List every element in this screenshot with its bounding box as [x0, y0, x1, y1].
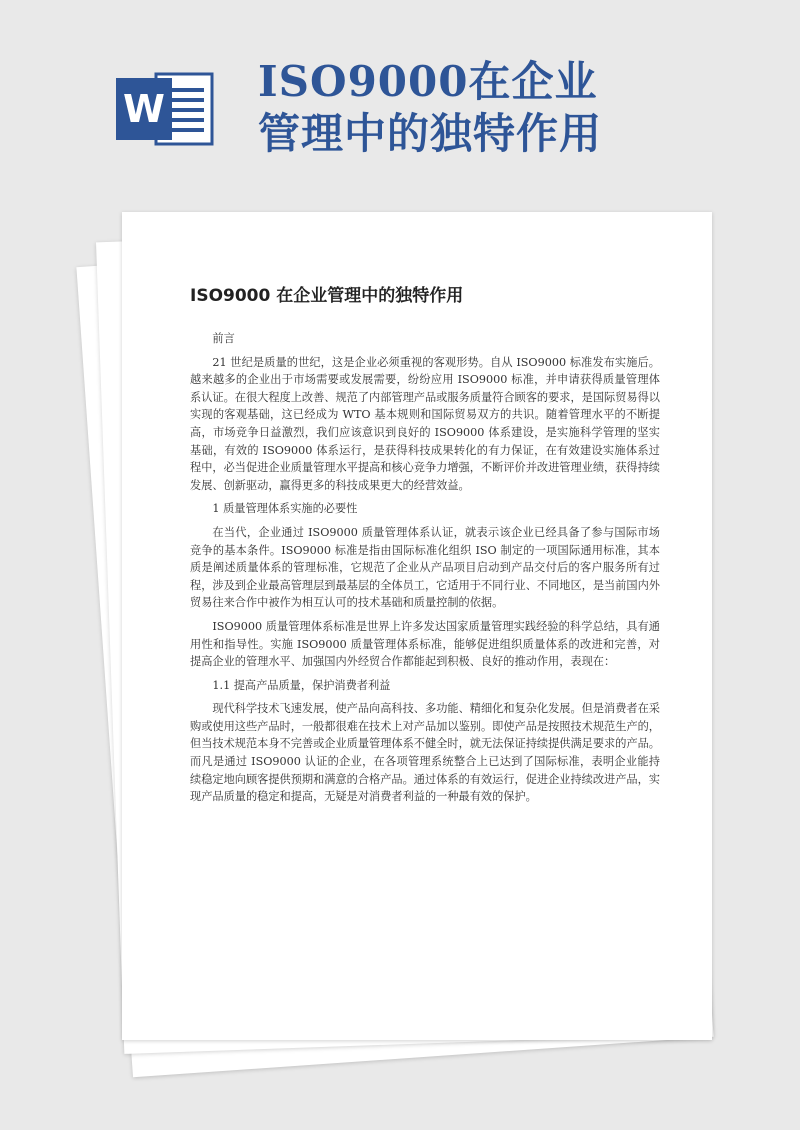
- paragraph: 现代科学技术飞速发展，使产品向高科技、多功能、精细化和复杂化发展。但是消费者在采购或使用这些产品时，一般都很难在技术上对产品加以鉴别。即使产品是按照技术规范生产的，但当技术规范本身不完善或企业质量管理体系不健全时，就无法保证持续提供满足要求的产品。而凡是通过 ISO9000 认证的企业，在各项管理系统整合上已达到了国际标准，表明企业能持续稳定地向顾客提供预期和满意的合格产品。通过体系的有效运行，促进企业持续改进产品，实现产品质量的稳定和提高，无疑是对消费者利益的一种最有效的保护。: [190, 702, 660, 804]
- subsection-heading: 1.1 提高产品质量，保护消费者利益: [212, 678, 391, 692]
- paragraph-preface: 前言: [212, 332, 235, 345]
- paragraph: 21 世纪是质量的世纪，这是企业必须重视的客观形势。自从 ISO9000 标准发布实施后。越来越多的企业出于市场需要或发展需要，纷纷应用 ISO9000 标准，并申请获得质量管理体系认证。在很大程度上改善、规范了内部管理产品或服务质量符合顾客的要求，是国际贸易得以实现的客观基础，这已经成为 WTO 基本规则和国际贸易双方的共识。随着管理水平的不断提高，市场竞争日益激烈，我们应该意识到良好的 ISO9000 体系建设，是实施科学管理的坚实基础，有效的 ISO9000 体系运行，是获得科技成果转化的有力保证，在有效建设实施体系过程中，必当促进企业质量管理水平提高和核心竞争力增强，不断评价并改进管理业绩，获得持续发展、创新驱动，赢得更多的科技成果更大的经营效益。: [190, 355, 660, 492]
- paragraph: 在当代，企业通过 ISO9000 质量管理体系认证，就表示该企业已经具备了参与国际市场竞争的基本条件。ISO9000 标准是指由国际标准化组织 ISO 制定的一项国际通用标准，其本质是阐述质量体系的管理标准，它规范了企业从产品项目启动到产品交付后的客户服务所有过程，涉及到企业最高管理层到最基层的全体员工，它适用于不同行业、不同地区，是当前国内外贸易往来合作中被作为相互认可的技术基础和质量控制的依据。: [190, 525, 660, 610]
- section-heading: 1 质量管理体系实施的必要性: [212, 502, 358, 516]
- document-title: ISO9000 在企业管理中的独特作用: [190, 286, 464, 306]
- page-title: [258, 56, 778, 160]
- svg-text:W: W: [123, 87, 165, 131]
- document-body: [190, 330, 660, 812]
- page-title-line1: ISO9000在企业: [258, 57, 598, 106]
- word-document-icon: [116, 64, 218, 154]
- paragraph: ISO9000 质量管理体系标准是世界上许多发达国家质量管理实践经验的科学总结，具有通用性和指导性。实施 ISO9000 质量管理体系标准，能够促进组织质量体系的改进和完善，对提高企业的管理水平、加强国内外经贸合作都能起到积极、良好的推动作用，表现在：: [190, 619, 660, 669]
- page-title-line2: 管理中的独特作用: [258, 109, 603, 158]
